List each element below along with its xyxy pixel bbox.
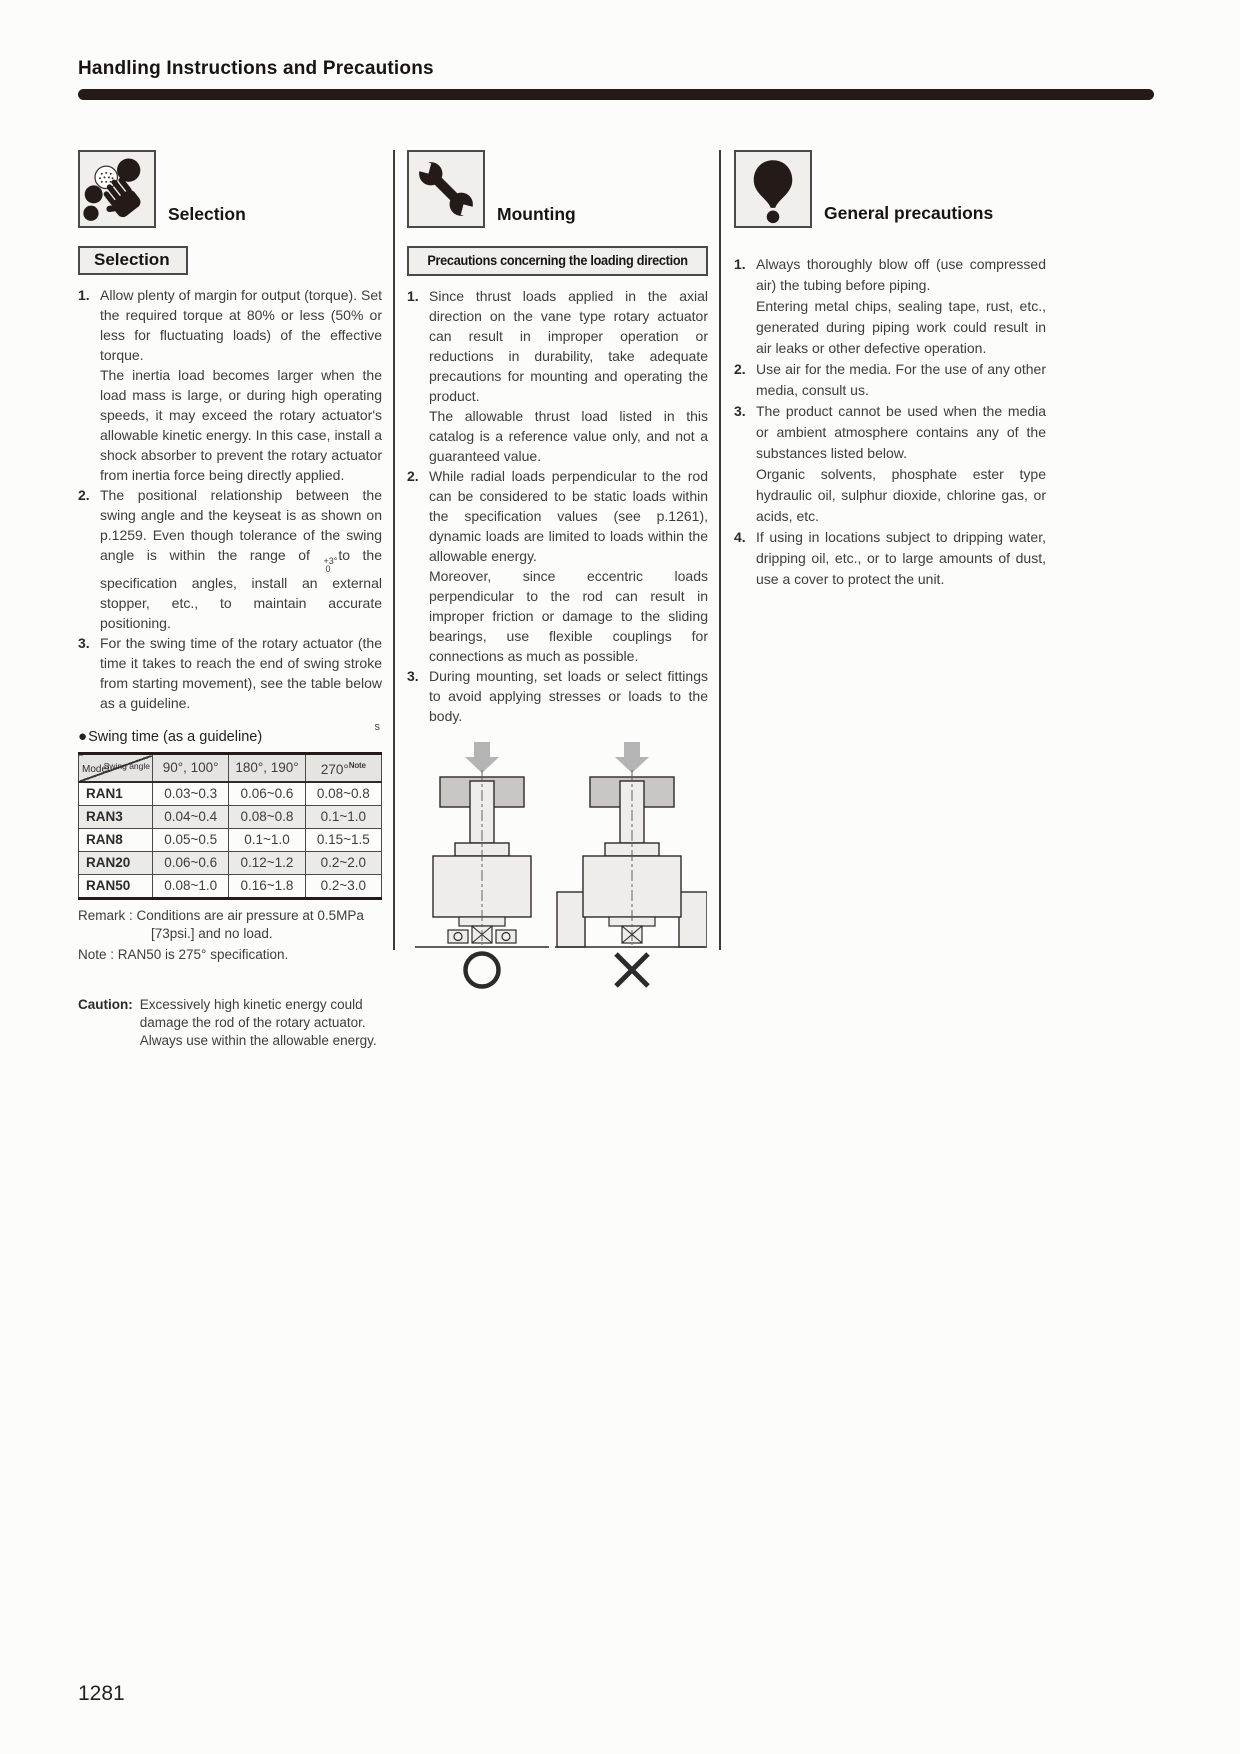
general-precautions-column bbox=[734, 150, 1046, 590]
bullet-icon: ● bbox=[78, 728, 88, 745]
item-text: Entering metal chips, sealing tape, rust, etc., generated during piping work could result in air leaks or other defective operation. bbox=[756, 298, 1046, 356]
item-number: 2. bbox=[734, 361, 746, 377]
caution-label: Caution: bbox=[78, 997, 133, 1012]
tolerance-fraction bbox=[323, 557, 337, 573]
item-text: While radial loads perpendicular to the rod can be considered to be static loads within the specification values (see p.1261), dynamic loads are limited to loads within the allowable energy. bbox=[429, 468, 708, 564]
general-item-4 bbox=[734, 527, 1046, 590]
swing-time-table-title bbox=[78, 721, 382, 747]
value-cell: 0.03~0.3 bbox=[153, 782, 229, 806]
page-number: 1281 bbox=[78, 1682, 125, 1705]
item-text: Allow plenty of margin for output (torque). Set the required torque at 80% or less (50% or less for fluctuating loads) of the effective torque. bbox=[100, 287, 382, 363]
column-divider bbox=[393, 150, 395, 950]
value-cell: 0.2~2.0 bbox=[305, 852, 381, 875]
item-number: 3. bbox=[734, 403, 746, 419]
tolerance-lower: 0 bbox=[325, 564, 331, 574]
item-text bbox=[100, 485, 382, 633]
model-cell: RAN20 bbox=[79, 852, 153, 875]
selection-icon-box bbox=[78, 150, 156, 228]
item-text: The allowable thrust load listed in this catalog is a reference value only, and not a guaranteed value. bbox=[429, 408, 708, 464]
value-cell: 0.1~1.0 bbox=[229, 829, 305, 852]
selection-box-heading: Selection bbox=[78, 246, 188, 275]
value-cell: 0.16~1.8 bbox=[229, 875, 305, 899]
item-number: 2. bbox=[407, 468, 419, 484]
mounting-item-1 bbox=[407, 286, 708, 466]
value-cell: 0.04~0.4 bbox=[153, 806, 229, 829]
model-cell: RAN1 bbox=[79, 782, 153, 806]
table-note: Note : RAN50 is 275° specification. bbox=[78, 947, 289, 962]
table-row bbox=[79, 782, 382, 806]
item-text: During mounting, set loads or select fittings to avoid applying stresses or loads to the body. bbox=[429, 668, 708, 724]
selection-item-2 bbox=[78, 485, 382, 633]
item-text: Organic solvents, phosphate ester type hydraulic oil, sulphur dioxide, chlorine gas, or acids, etc. bbox=[756, 466, 1046, 524]
page-title: Handling Instructions and Precautions bbox=[78, 58, 434, 79]
table-remark bbox=[78, 907, 382, 943]
mounting-item-3 bbox=[407, 666, 708, 726]
loading-direction-diagram bbox=[407, 740, 707, 992]
table-row bbox=[79, 852, 382, 875]
item-number: 3. bbox=[407, 668, 419, 684]
selection-section-label: Selection bbox=[168, 204, 246, 224]
caution-block bbox=[78, 996, 382, 1050]
selection-column bbox=[78, 150, 382, 1050]
value-cell: 0.1~1.0 bbox=[305, 806, 381, 829]
item-number: 4. bbox=[734, 529, 746, 545]
value-cell: 0.12~1.2 bbox=[229, 852, 305, 875]
selection-item-1 bbox=[78, 285, 382, 485]
value-cell: 0.06~0.6 bbox=[229, 782, 305, 806]
value-cell: 0.08~0.8 bbox=[229, 806, 305, 829]
table-row bbox=[79, 829, 382, 852]
mounting-icon-box bbox=[407, 150, 485, 228]
model-cell: RAN8 bbox=[79, 829, 153, 852]
item-text: For the swing time of the rotary actuator (the time it takes to reach the end of swing stroke from starting movement), see the table below as a guideline. bbox=[100, 635, 382, 711]
hand-picking-balls-icon bbox=[82, 154, 152, 224]
item-number: 2. bbox=[78, 487, 90, 503]
corner-label-swing-angle: Swing angle bbox=[103, 761, 150, 771]
table-corner-cell bbox=[79, 754, 153, 783]
mounting-box-heading bbox=[407, 246, 708, 276]
incorrect-mounting-figure bbox=[555, 742, 707, 947]
value-cell: 0.08~0.8 bbox=[305, 782, 381, 806]
model-cell: RAN3 bbox=[79, 806, 153, 829]
mounting-section-label: Mounting bbox=[497, 204, 576, 224]
item-number: 1. bbox=[734, 256, 746, 272]
item-text: Always thoroughly blow off (use compressed air) the tubing before piping. bbox=[756, 256, 1046, 293]
value-cell: 0.06~0.6 bbox=[153, 852, 229, 875]
content-columns bbox=[78, 150, 1046, 1050]
mounting-column bbox=[407, 150, 708, 997]
item-text-part: The positional relationship between the swing angle and the keyseat is as shown on p.1259. Even though tolerance of the swing angle is within the range of bbox=[100, 487, 382, 563]
page-header bbox=[78, 58, 1154, 100]
value-cell: 0.05~0.5 bbox=[153, 829, 229, 852]
item-text-part: to the specification angles, install an external stopper, etc., to maintain accurate positioning. bbox=[100, 547, 383, 631]
general-heading-row bbox=[734, 150, 1046, 228]
column-header: 180°, 190° bbox=[229, 754, 305, 783]
remark-text: [73psi.] and no load. bbox=[151, 926, 273, 941]
value-cell: 0.2~3.0 bbox=[305, 875, 381, 899]
stray-character: s bbox=[374, 721, 380, 733]
item-text: If using in locations subject to dripping water, dripping oil, etc., or to large amounts of dust, use a cover to protect the unit. bbox=[756, 529, 1046, 587]
item-number: 3. bbox=[78, 635, 90, 651]
general-section-label: General precautions bbox=[824, 203, 994, 223]
circle-correct-mark bbox=[466, 954, 499, 987]
model-cell: RAN50 bbox=[79, 875, 153, 899]
correct-mounting-figure bbox=[415, 742, 549, 947]
caution-text: Excessively high kinetic energy could damage the rod of the rotary actuator. Always use within the allowable energy. bbox=[139, 997, 377, 1048]
general-icon-box bbox=[734, 150, 812, 228]
selection-item-3 bbox=[78, 633, 382, 713]
general-item-2 bbox=[734, 359, 1046, 401]
item-text: Use air for the media. For the use of any other media, consult us. bbox=[756, 361, 1046, 398]
mounting-box-heading-text: Precautions concerning the loading direction bbox=[427, 253, 688, 268]
cross-incorrect-mark bbox=[616, 954, 648, 986]
corner-label-model: Model bbox=[82, 764, 110, 775]
general-item-3 bbox=[734, 401, 1046, 527]
table-row bbox=[79, 875, 382, 899]
mounting-heading-row bbox=[407, 150, 708, 228]
column-header bbox=[305, 754, 381, 783]
mounting-item-2 bbox=[407, 466, 708, 666]
value-cell: 0.08~1.0 bbox=[153, 875, 229, 899]
value-cell: 0.15~1.5 bbox=[305, 829, 381, 852]
column-header-text: 270° bbox=[320, 762, 349, 777]
tolerance-upper: +3° bbox=[323, 556, 338, 566]
column-divider bbox=[719, 150, 721, 950]
title-underline-bar bbox=[78, 89, 1154, 100]
note-superscript: Note bbox=[348, 761, 366, 770]
item-text: Since thrust loads applied in the axial direction on the vane type rotary actuator can result in improper operation or reductions in durability, take adequate precautions for mounting and operating the product. bbox=[429, 288, 708, 404]
remark-text: Conditions are air pressure at 0.5MPa bbox=[136, 908, 364, 923]
item-number: 1. bbox=[407, 288, 419, 304]
item-text: The inertia load becomes larger when the load mass is large, or during high operating speeds, it may exceed the rotary actuator's allowable kinetic energy. In this case, install a shock absorber to prevent the rotary actuator from inertia force being directly applied. bbox=[100, 367, 382, 483]
general-item-1 bbox=[734, 254, 1046, 359]
selection-heading-row bbox=[78, 150, 382, 228]
item-text: The product cannot be used when the media or ambient atmosphere contains any of the substances listed below. bbox=[756, 403, 1046, 461]
swing-time-table bbox=[78, 752, 382, 900]
item-text: Moreover, since eccentric loads perpendicular to the rod can result in improper friction or damage to the sliding bearings, use flexible couplings for connections as much as possible. bbox=[429, 568, 708, 664]
item-number: 1. bbox=[78, 287, 90, 303]
remark-label: Remark : bbox=[78, 908, 133, 923]
wrench-icon bbox=[411, 154, 481, 224]
table-row bbox=[79, 806, 382, 829]
exclamation-mark-icon bbox=[738, 154, 808, 224]
column-header: 90°, 100° bbox=[153, 754, 229, 783]
table-header-row bbox=[79, 754, 382, 783]
table-title-text: Swing time (as a guideline) bbox=[88, 729, 263, 745]
